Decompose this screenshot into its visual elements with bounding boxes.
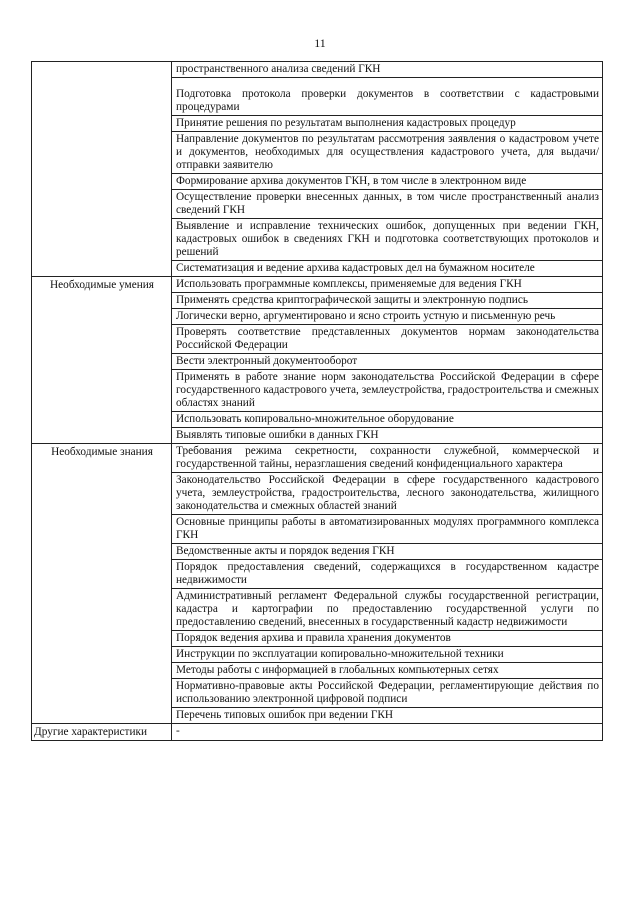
list-item: Логически верно, аргументировано и ясно строить устную и письменную речь bbox=[172, 309, 603, 325]
page-number: 11 bbox=[314, 36, 326, 50]
list-item: Выявление и исправление технических ошибок, допущенных при ведении ГКН, кадастровых ошибок в сведениях ГКН и подготовка соответствующих протоколов и решений bbox=[172, 219, 603, 261]
list-item: Основные принципы работы в автоматизированных модулях программного комплекса ГКН bbox=[172, 515, 603, 544]
table-row bbox=[32, 277, 603, 293]
list-item: Ведомственные акты и порядок ведения ГКН bbox=[172, 544, 603, 560]
list-item: Использовать программные комплексы, применяемые для ведения ГКН bbox=[172, 277, 603, 293]
list-item: Нормативно-правовые акты Российской Федерации, регламентирующие действия по использованию электронной цифровой подписи bbox=[172, 679, 603, 708]
list-item: Вести электронный документооборот bbox=[172, 354, 603, 370]
list-item: Выявлять типовые ошибки в данных ГКН bbox=[172, 428, 603, 444]
labor-actions-label-cell bbox=[32, 62, 172, 277]
list-item: Порядок ведения архива и правила хранения документов bbox=[172, 631, 603, 647]
table-row bbox=[32, 62, 603, 78]
list-item: Подготовка протокола проверки документов в соответствии с кадастровыми процедурами bbox=[172, 78, 603, 116]
list-item: Осуществление проверки внесенных данных, в том числе пространственный анализ сведений ГКН bbox=[172, 190, 603, 219]
list-item: Систематизация и ведение архива кадастровых дел на бумажном носителе bbox=[172, 261, 603, 277]
list-item: Принятие решения по результатам выполнения кадастровых процедур bbox=[172, 116, 603, 132]
other-characteristics-label: Другие характеристики bbox=[32, 724, 172, 741]
list-item: Применять средства криптографической защиты и электронную подпись bbox=[172, 293, 603, 309]
skills-label: Необходимые умения bbox=[32, 277, 172, 444]
list-item: Использовать копировально-множительное оборудование bbox=[172, 412, 603, 428]
list-item: Направление документов по результатам рассмотрения заявления о кадастровом учете и документов, необходимых для осуществления кадастрового учета, для выдачи/отправки заявителю bbox=[172, 132, 603, 174]
knowledge-label: Необходимые знания bbox=[32, 444, 172, 724]
list-item: Требования режима секретности, сохранности служебной, коммерческой и государственной тайны, неразглашения сведений конфиденциального характера bbox=[172, 444, 603, 473]
other-characteristics-value: - bbox=[172, 724, 603, 741]
list-item: Порядок предоставления сведений, содержащихся в государственном кадастре недвижимости bbox=[172, 560, 603, 589]
list-item: Административный регламент Федеральной службы государственной регистрации, кадастра и картографии по предоставлению государственной услуги по предоставлению сведений, внесенных в государственный кадастр недвижимости bbox=[172, 589, 603, 631]
list-item: пространственного анализа сведений ГКН bbox=[172, 62, 603, 78]
list-item: Формирование архива документов ГКН, в том числе в электронном виде bbox=[172, 174, 603, 190]
table-row bbox=[32, 724, 603, 741]
list-item: Применять в работе знание норм законодательства Российской Федерации в сфере государственного кадастрового учета, землеустройства, градостроительства и смежных областях знаний bbox=[172, 370, 603, 412]
table-row bbox=[32, 444, 603, 473]
characteristics-table bbox=[31, 61, 603, 741]
list-item: Методы работы с информацией в глобальных компьютерных сетях bbox=[172, 663, 603, 679]
list-item: Законодательство Российской Федерации в сфере государственного кадастрового учета, землеустройства, градостроительства, лесного законодательства, жилищного законодательства и смежных областей знаний bbox=[172, 473, 603, 515]
list-item: Инструкции по эксплуатации копировально-множительной техники bbox=[172, 647, 603, 663]
list-item: Перечень типовых ошибок при ведении ГКН bbox=[172, 708, 603, 724]
list-item: Проверять соответствие представленных документов нормам законодательства Российской Федерации bbox=[172, 325, 603, 354]
